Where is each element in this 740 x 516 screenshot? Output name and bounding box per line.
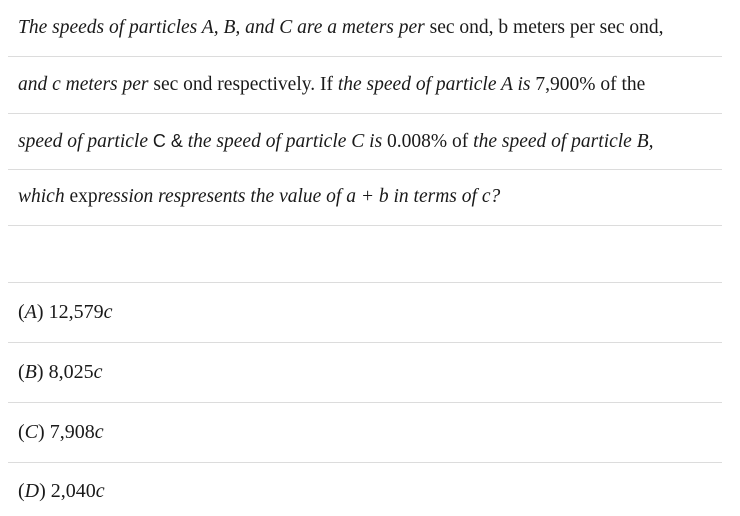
choice-d-value: 2,040 [50, 480, 96, 502]
choice-b-letter: B [24, 361, 37, 383]
choice-a-variable: c [103, 301, 113, 323]
question-line-4-part-d: a + b [346, 186, 389, 207]
choice-a-value: 12,579 [48, 301, 104, 323]
question-line-4-part-c: ression respresents the value of [97, 186, 342, 207]
choice-d[interactable]: (D) 2,040c [18, 480, 105, 502]
choice-b[interactable]: (B) 8,025c [8, 343, 722, 403]
question-line-3-part-d: 0.008% of [387, 131, 469, 152]
question-line-4 [8, 170, 722, 226]
question-line-2-part-b: sec ond respectively. If [153, 74, 333, 95]
question-line-4-part-e: in terms of [393, 186, 477, 207]
question-line-3-part-b: C & [152, 131, 183, 151]
choice-c-variable: c [94, 421, 104, 443]
question-line-4-part-a: which [18, 186, 65, 207]
choice-a[interactable]: (A) 12,579c [8, 283, 722, 343]
choice-c[interactable]: (C) 7,908c [8, 403, 722, 463]
choice-d-variable: c [95, 480, 105, 502]
question-line-1-part-b: sec ond, b meters per [429, 17, 595, 38]
question-line-2-part-d: 7,900% of the [535, 74, 646, 95]
question-line-4-part-f: c? [481, 186, 501, 207]
question-line-3 [8, 114, 722, 170]
choice-c-letter: C [24, 421, 39, 443]
question-line-2 [8, 57, 722, 114]
blank-row [8, 226, 722, 283]
question-line-1-part-a: The speeds of particles A, B, and C are a meters per [18, 17, 425, 38]
choice-a-letter: A [24, 301, 37, 323]
question-line-3-part-e: the speed of particle B, [473, 131, 654, 152]
question-line-4-part-b: exp [69, 186, 98, 207]
choice-d-letter: D [24, 480, 40, 502]
choice-b-value: 8,025 [48, 361, 94, 383]
question-line-2-part-a: and c meters per [18, 74, 149, 95]
question-line-1-part-c: sec ond, [599, 17, 664, 38]
question-line-1 [8, 0, 722, 57]
question-line-3-part-a: speed of particle [18, 131, 148, 152]
question-line-3-part-c: the speed of particle C is [187, 131, 383, 152]
question-line-2-part-c: the speed of particle A is [337, 74, 531, 95]
choice-b-variable: c [93, 361, 103, 383]
choice-c-value: 7,908 [49, 421, 95, 443]
